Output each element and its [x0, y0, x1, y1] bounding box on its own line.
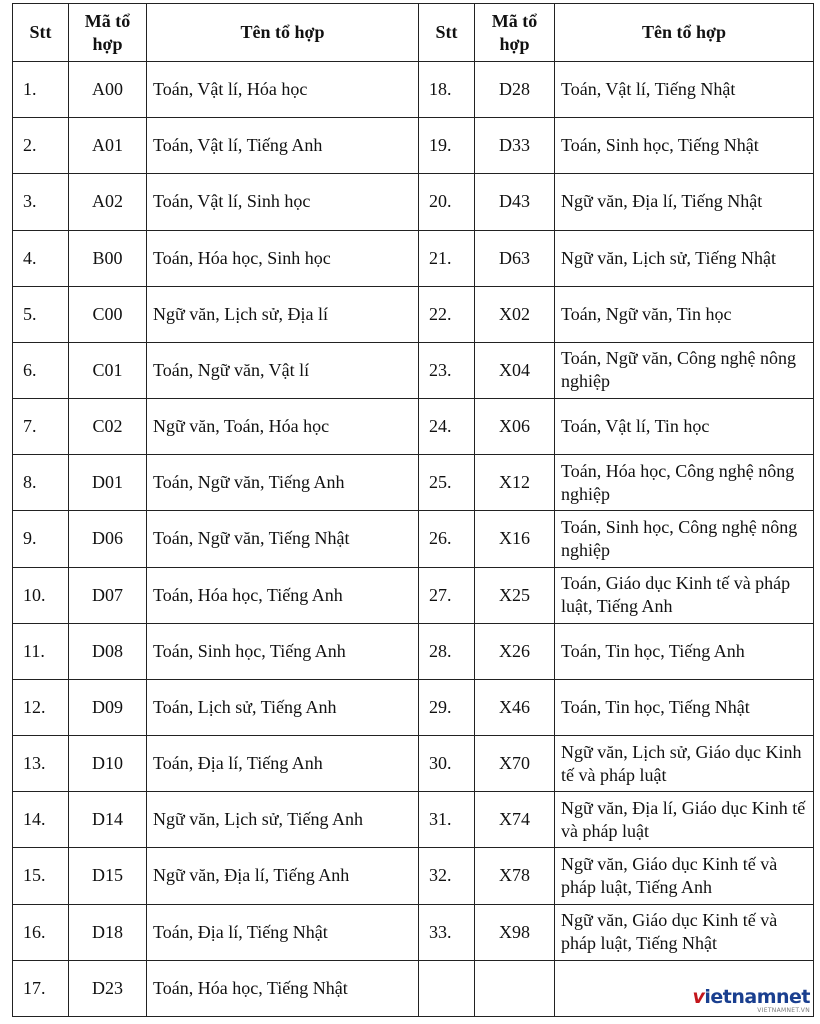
header-stt-left: Stt [13, 4, 69, 62]
code-cell: A00 [69, 62, 147, 118]
header-code-left [69, 4, 147, 62]
code-cell: X70 [475, 736, 555, 792]
code-cell: B00 [69, 230, 147, 286]
stt-cell: 15. [13, 848, 69, 904]
code-cell: X26 [475, 623, 555, 679]
stt-cell: 10. [13, 567, 69, 623]
stt-cell: 9. [13, 511, 69, 567]
code-cell: X46 [475, 679, 555, 735]
stt-cell: 12. [13, 679, 69, 735]
code-cell: D28 [475, 62, 555, 118]
name-cell: Ngữ văn, Địa lí, Tiếng Nhật [555, 174, 814, 230]
stt-cell: 6. [13, 342, 69, 398]
stt-cell: 25. [419, 455, 475, 511]
subject-combination-table [12, 3, 814, 1017]
name-cell: Ngữ văn, Địa lí, Giáo dục Kinh tế và pháp luật [555, 792, 814, 848]
code-cell: X98 [475, 904, 555, 960]
table-row [13, 342, 814, 398]
table-row [13, 792, 814, 848]
stt-cell: 20. [419, 174, 475, 230]
table-row [13, 230, 814, 286]
code-cell [475, 960, 555, 1016]
name-cell: Ngữ văn, Giáo dục Kinh tế và pháp luật, Tiếng Anh [555, 848, 814, 904]
table-header-row [13, 4, 814, 62]
name-cell: Toán, Ngữ văn, Tin học [555, 286, 814, 342]
watermark-logo-text: ietnamnet [704, 986, 810, 1008]
stt-cell: 29. [419, 679, 475, 735]
table-row [13, 455, 814, 511]
name-cell: Toán, Ngữ văn, Tiếng Nhật [147, 511, 419, 567]
table-row [13, 736, 814, 792]
code-cell: D43 [475, 174, 555, 230]
stt-cell: 23. [419, 342, 475, 398]
vietnamnet-watermark [692, 988, 810, 1014]
stt-cell: 21. [419, 230, 475, 286]
code-cell: C02 [69, 399, 147, 455]
name-cell: Toán, Ngữ văn, Vật lí [147, 342, 419, 398]
stt-cell: 33. [419, 904, 475, 960]
name-cell: Toán, Tin học, Tiếng Anh [555, 623, 814, 679]
table-row [13, 62, 814, 118]
table-row [13, 174, 814, 230]
name-cell: Toán, Vật lí, Tin học [555, 399, 814, 455]
name-cell: Toán, Hóa học, Sinh học [147, 230, 419, 286]
code-cell: D23 [69, 960, 147, 1016]
code-cell: D06 [69, 511, 147, 567]
name-cell: Toán, Ngữ văn, Công nghệ nông nghiệp [555, 342, 814, 398]
stt-cell: 28. [419, 623, 475, 679]
name-cell: Toán, Vật lí, Hóa học [147, 62, 419, 118]
code-cell: D09 [69, 679, 147, 735]
stt-cell: 3. [13, 174, 69, 230]
stt-cell: 14. [13, 792, 69, 848]
table-row [13, 567, 814, 623]
header-code-line1: Mã tổ [491, 10, 538, 31]
table-row [13, 904, 814, 960]
name-cell: Toán, Sinh học, Tiếng Anh [147, 623, 419, 679]
name-cell: Ngữ văn, Lịch sử, Giáo dục Kinh tế và pháp luật [555, 736, 814, 792]
table-row [13, 118, 814, 174]
code-cell: X78 [475, 848, 555, 904]
header-code-line1: Mã tổ [84, 10, 131, 31]
stt-cell: 4. [13, 230, 69, 286]
header-code-right [475, 4, 555, 62]
code-cell: C00 [69, 286, 147, 342]
code-cell: X04 [475, 342, 555, 398]
code-cell: A01 [69, 118, 147, 174]
stt-cell: 7. [13, 399, 69, 455]
table-row [13, 399, 814, 455]
name-cell: Ngữ văn, Địa lí, Tiếng Anh [147, 848, 419, 904]
code-cell: D63 [475, 230, 555, 286]
name-cell: Toán, Ngữ văn, Tiếng Anh [147, 455, 419, 511]
code-cell: D33 [475, 118, 555, 174]
name-cell: Toán, Hóa học, Công nghệ nông nghiệp [555, 455, 814, 511]
name-cell: Ngữ văn, Lịch sử, Tiếng Anh [147, 792, 419, 848]
stt-cell: 13. [13, 736, 69, 792]
code-cell: X02 [475, 286, 555, 342]
code-cell: X25 [475, 567, 555, 623]
name-cell: Toán, Địa lí, Tiếng Nhật [147, 904, 419, 960]
code-cell: D10 [69, 736, 147, 792]
stt-cell: 27. [419, 567, 475, 623]
code-cell: D08 [69, 623, 147, 679]
code-cell: D14 [69, 792, 147, 848]
stt-cell: 1. [13, 62, 69, 118]
name-cell: Toán, Tin học, Tiếng Nhật [555, 679, 814, 735]
header-name-right: Tên tổ hợp [555, 4, 814, 62]
name-cell: Ngữ văn, Lịch sử, Tiếng Nhật [555, 230, 814, 286]
stt-cell: 31. [419, 792, 475, 848]
name-cell: Toán, Vật lí, Sinh học [147, 174, 419, 230]
name-cell: Toán, Vật lí, Tiếng Anh [147, 118, 419, 174]
table-row [13, 286, 814, 342]
header-name-left: Tên tổ hợp [147, 4, 419, 62]
stt-cell: 32. [419, 848, 475, 904]
table-row [13, 623, 814, 679]
name-cell: Toán, Hóa học, Tiếng Anh [147, 567, 419, 623]
name-cell: Toán, Giáo dục Kinh tế và pháp luật, Tiếng Anh [555, 567, 814, 623]
name-cell: Ngữ văn, Lịch sử, Địa lí [147, 286, 419, 342]
code-cell: X16 [475, 511, 555, 567]
code-cell: X06 [475, 399, 555, 455]
table-row [13, 511, 814, 567]
stt-cell: 24. [419, 399, 475, 455]
watermark-logo-v: v [692, 986, 705, 1008]
stt-cell [419, 960, 475, 1016]
name-cell: Toán, Lịch sử, Tiếng Anh [147, 679, 419, 735]
code-cell: D18 [69, 904, 147, 960]
stt-cell: 19. [419, 118, 475, 174]
table-row [13, 679, 814, 735]
name-cell: Toán, Vật lí, Tiếng Nhật [555, 62, 814, 118]
stt-cell: 26. [419, 511, 475, 567]
header-code-line2: hợp [499, 33, 530, 54]
code-cell: D01 [69, 455, 147, 511]
header-stt-right: Stt [419, 4, 475, 62]
code-cell: D15 [69, 848, 147, 904]
name-cell: Toán, Sinh học, Tiếng Nhật [555, 118, 814, 174]
code-cell: A02 [69, 174, 147, 230]
code-cell: X74 [475, 792, 555, 848]
stt-cell: 8. [13, 455, 69, 511]
table-body [13, 62, 814, 1017]
watermark-logo [692, 988, 810, 1007]
name-cell: Toán, Sinh học, Công nghệ nông nghiệp [555, 511, 814, 567]
header-code-line2: hợp [92, 33, 123, 54]
stt-cell: 2. [13, 118, 69, 174]
stt-cell: 30. [419, 736, 475, 792]
name-cell: Toán, Địa lí, Tiếng Anh [147, 736, 419, 792]
name-cell: Ngữ văn, Giáo dục Kinh tế và pháp luật, Tiếng Nhật [555, 904, 814, 960]
name-cell: Toán, Hóa học, Tiếng Nhật [147, 960, 419, 1016]
table-row [13, 848, 814, 904]
code-cell: C01 [69, 342, 147, 398]
stt-cell: 16. [13, 904, 69, 960]
stt-cell: 5. [13, 286, 69, 342]
code-cell: D07 [69, 567, 147, 623]
watermark-site: VIETNAMNET.VN [757, 1007, 810, 1014]
stt-cell: 17. [13, 960, 69, 1016]
stt-cell: 18. [419, 62, 475, 118]
code-cell: X12 [475, 455, 555, 511]
stt-cell: 11. [13, 623, 69, 679]
name-cell: Ngữ văn, Toán, Hóa học [147, 399, 419, 455]
stt-cell: 22. [419, 286, 475, 342]
